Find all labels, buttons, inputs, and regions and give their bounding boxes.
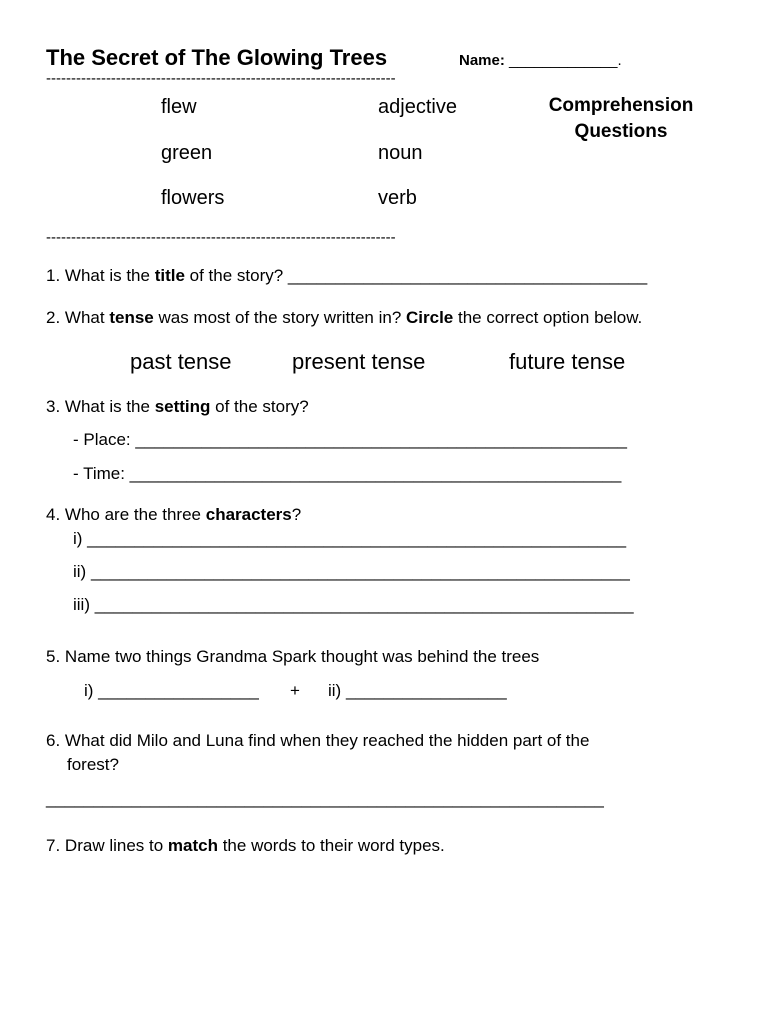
q2-text-pre: What — [64, 308, 110, 327]
q5-number: 5. — [46, 647, 61, 666]
question-6 — [46, 731, 589, 751]
name-blank: _____________. — [509, 52, 622, 69]
side-heading-line-2: Questions — [574, 121, 668, 142]
q4-character-line-1: i) _________________________________________________________ — [73, 529, 627, 548]
q1-number: 1. — [46, 266, 61, 285]
side-heading — [534, 93, 708, 145]
q2-bold-circle: Circle — [406, 308, 454, 327]
q3-bold: setting — [154, 397, 211, 416]
question-5 — [46, 647, 539, 667]
q3-text-post: of the story? — [210, 397, 309, 416]
q2-option-future: future tense — [509, 349, 626, 374]
match-type-3: verb — [378, 187, 417, 209]
q1-answer-blank: ______________________________________ — [287, 266, 648, 285]
q4-bold: characters — [205, 505, 292, 524]
q4-character-line-3: iii) _________________________________________________________ — [73, 595, 634, 614]
q3-text-pre: What is the — [64, 397, 155, 416]
divider-bottom: ---------------------------------------------------------------------- — [46, 229, 396, 246]
q6-line-1: What did Milo and Luna find when they reached the hidden part of the — [64, 731, 590, 750]
q1-text-pre: What is the — [64, 266, 155, 285]
match-word-1: flew — [161, 96, 197, 118]
q1-bold: title — [154, 266, 185, 285]
match-word-2: green — [161, 142, 213, 164]
q5-text: Name two things Grandma Spark thought was behind the trees — [64, 647, 540, 666]
q2-bold-tense: tense — [109, 308, 154, 327]
q7-text-pre: Draw lines to — [64, 836, 168, 855]
q5-answer-b: ii) _________________ — [328, 681, 507, 700]
q2-text-mid: was most of the story written in? — [153, 308, 407, 327]
divider-top: ---------------------------------------------------------------------- — [46, 70, 396, 87]
match-type-2: noun — [378, 142, 423, 164]
q7-number: 7. — [46, 836, 61, 855]
q4-text-pre: Who are the three — [64, 505, 206, 524]
question-2 — [46, 308, 642, 328]
q3-time-line: - Time: ____________________________________________________ — [73, 464, 622, 483]
q7-text-post: the words to their word types. — [217, 836, 445, 855]
side-heading-line-1: Comprehension — [548, 95, 694, 116]
q1-text-post: of the story? — [184, 266, 288, 285]
q2-number: 2. — [46, 308, 61, 327]
name-label: Name: — [459, 52, 505, 69]
match-word-3: flowers — [161, 187, 225, 209]
match-type-1: adjective — [378, 96, 457, 118]
q3-place-line: - Place: ____________________________________________________ — [73, 430, 627, 449]
q6-line-2: forest? — [67, 755, 119, 774]
q4-character-line-2: ii) _________________________________________________________ — [73, 562, 630, 581]
q5-answer-a: i) _________________ — [84, 681, 259, 700]
q2-option-past: past tense — [130, 349, 232, 374]
q6-number: 6. — [46, 731, 61, 750]
q4-text-post: ? — [291, 505, 302, 524]
question-4 — [46, 505, 301, 525]
question-1 — [46, 266, 647, 286]
name-field — [459, 52, 622, 69]
question-3 — [46, 397, 309, 417]
q3-number: 3. — [46, 397, 61, 416]
q5-plus: + — [290, 681, 300, 700]
q4-number: 4. — [46, 505, 61, 524]
q2-option-present: present tense — [292, 349, 426, 374]
q2-text-post: the correct option below. — [453, 308, 643, 327]
q7-bold: match — [167, 836, 218, 855]
q6-answer-blank: ___________________________________________________________ — [46, 789, 604, 808]
question-7 — [46, 836, 445, 856]
worksheet-title: The Secret of The Glowing Trees — [46, 45, 388, 70]
